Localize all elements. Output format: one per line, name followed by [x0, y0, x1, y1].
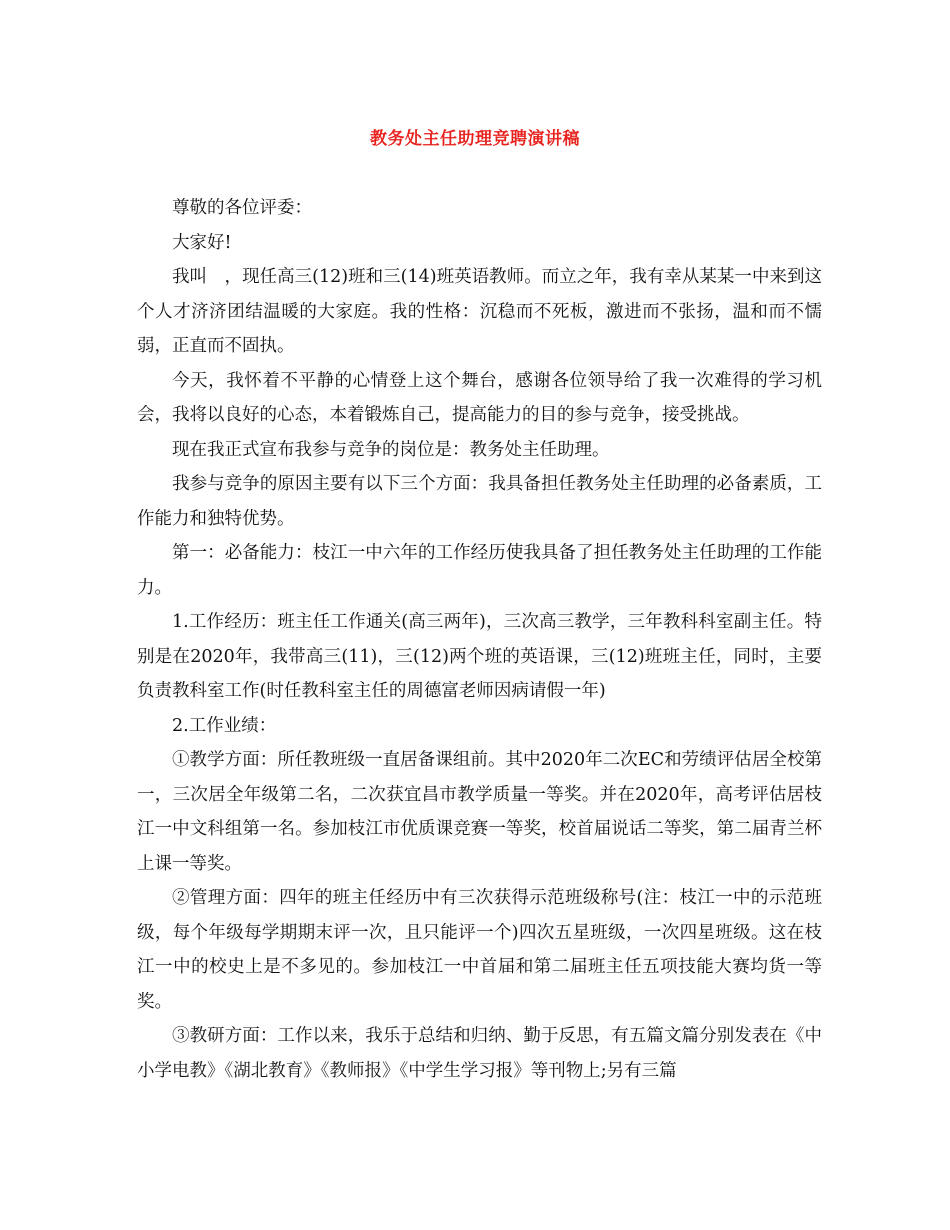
- paragraph-teaching: ①教学方面：所任教班级一直居备课组前。其中2020年二次EC和劳绩评估居全校第一，三次居全年级第二名，二次获宜昌市教学质量一等奖。并在2020年，高考评估居枝江一中文科组第一名。参加枝江市优质课竞赛一等奖，校首届说话二等奖，第二届青兰杯上课一等奖。: [137, 750, 822, 874]
- paragraph-position: 现在我正式宣布我参与竞争的岗位是：教务处主任助理。: [172, 439, 610, 460]
- paragraph-introduction: 我叫 ，现任高三(12)班和三(14)班英语教师。而立之年，我有幸从某某一中来到这个人才济济团结温暖的大家庭。我的性格：沉稳而不死板，激进而不张扬，温和而不懦弱，正直而不固执。: [137, 267, 822, 356]
- paragraph-reasons: 我参与竞争的原因主要有以下三个方面：我具备担任教务处主任助理的必备素质，工作能力和独特优势。: [137, 474, 822, 529]
- paragraph-research: ③教研方面：工作以来，我乐于总结和归纳、勤于反思，有五篇文篇分别发表在《中小学电教》《湖北教育》《教师报》《中学生学习报》等刊物上;另有三篇: [137, 1026, 822, 1081]
- paragraph-management: ②管理方面：四年的班主任经历中有三次获得示范班级称号(注：枝江一中的示范班级，每个年级每学期期末评一次，且只能评一个)四次五星班级，一次四星班级。这在枝江一中的校史上是不多见的。参加枝江一中首届和第二届班主任五项技能大赛均货一等奖。: [137, 888, 822, 1012]
- document-title: 教务处主任助理竞聘演讲稿: [370, 129, 580, 149]
- paragraph-first-ability: 第一：必备能力：枝江一中六年的工作经历使我具备了担任教务处主任助理的工作能力。: [137, 543, 822, 598]
- paragraph-work-achievements: 2.工作业绩：: [172, 715, 277, 736]
- paragraph-greeting: 大家好!: [172, 232, 232, 253]
- paragraph-work-experience: 1.工作经历：班主任工作通关(高三两年)，三次高三教学，三年教科科室副主任。特别是在2020年，我带高三(11)，三(12)两个班的英语课，三(12)班班主任，同时，主要负责教科室工作(时任教科室主任的周德富老师因病请假一年): [137, 612, 822, 701]
- paragraph-salutation: 尊敬的各位评委：: [172, 198, 312, 218]
- document-body: [137, 191, 822, 1088]
- paragraph-motivation: 今天，我怀着不平静的心情登上这个舞台，感谢各位领导给了我一次难得的学习机会，我将以良好的心态，本着锻炼自己，提高能力的目的参与竞争，接受挑战。: [137, 370, 822, 425]
